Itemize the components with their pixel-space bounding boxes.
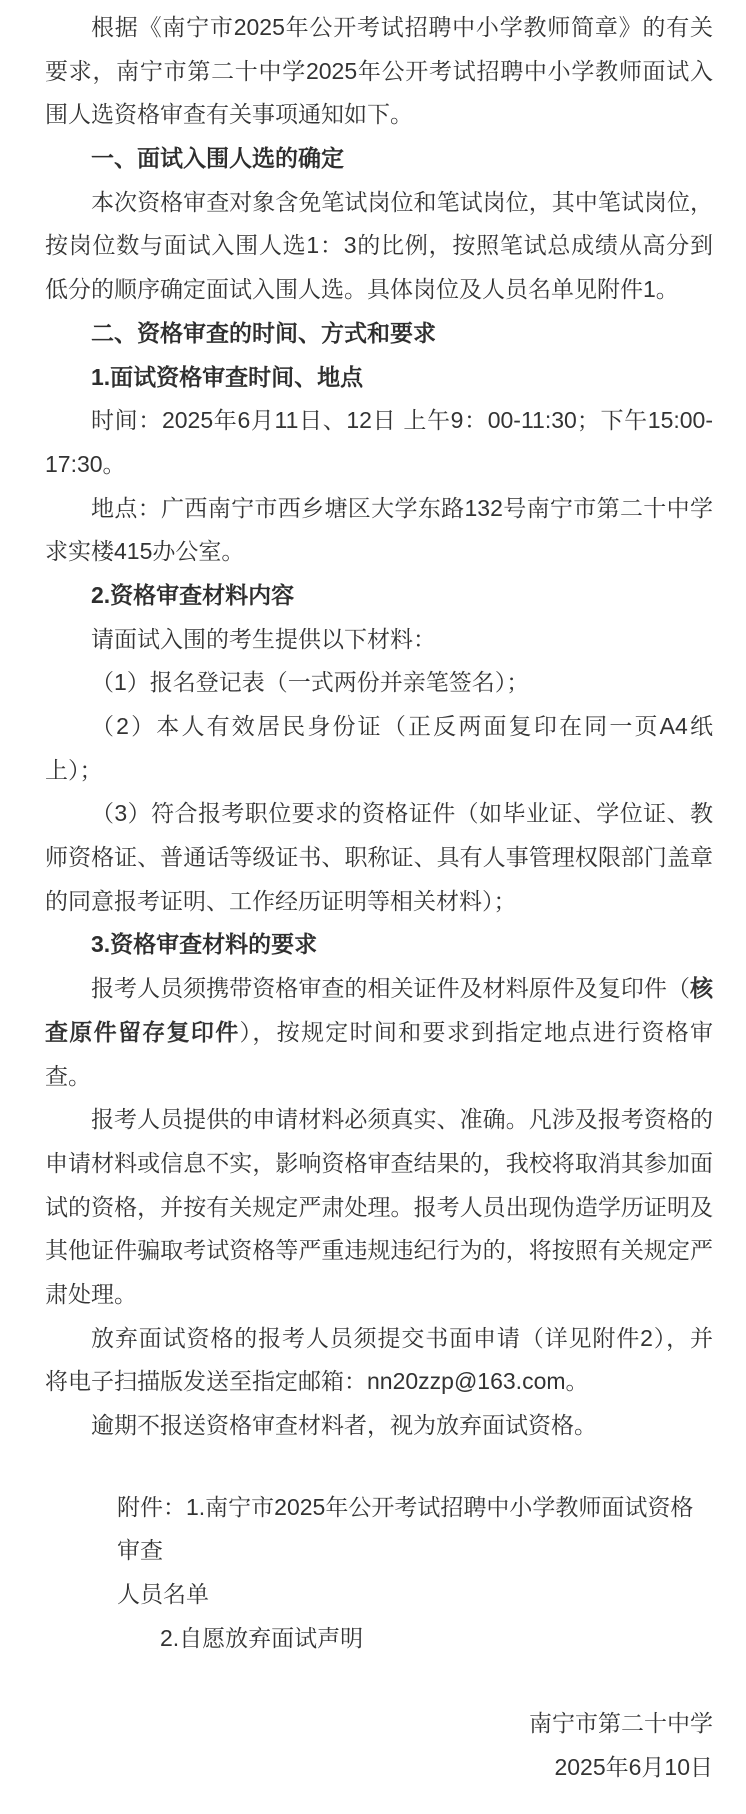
waiver-paragraph: 放弃面试资格的报考人员须提交书面申请（详见附件2），并将电子扫描版发送至指定邮箱：nn20zzp@163.com。	[45, 1324, 713, 1395]
section-1-body: 本次资格审查对象含免笔试岗位和笔试岗位，其中笔试岗位，按岗位数与面试入围人选1：3的比例，按照笔试总成绩从高分到低分的顺序确定面试入围人选。具体岗位及人员名单见附件1。	[45, 188, 713, 303]
material-item-3: （3）符合报考职位要求的资格证件（如毕业证、学位证、教师资格证、普通话等级证书、职称证、具有人事管理权限部门盖章的同意报考证明、工作经历证明等相关材料）；	[45, 800, 713, 914]
section-2-heading: 二、资格审查的时间、方式和要求	[91, 319, 436, 346]
section-1-heading: 一、面试入围人选的确定	[91, 145, 344, 172]
requirement-post: ），按规定时间和要求到指定地点进行资格审查。	[45, 1018, 714, 1089]
subsection-2-heading: 2.资格审查材料内容	[91, 581, 295, 608]
requirement-paragraph	[45, 967, 713, 1098]
attachment-line-1: 附件：1.南宁市2025年公开考试招聘中小学教师面试资格审查	[117, 1493, 694, 1564]
subsection-1-heading: 1.面试资格审查时间、地点	[91, 363, 364, 390]
material-item-2: （2）本人有效居民身份证（正反两面复印在同一页A4纸上）；	[45, 713, 713, 783]
material-item-1: （1）报名登记表（一式两份并亲笔签名）；	[91, 669, 530, 696]
overdue-paragraph: 逾期不报送资格审查材料者，视为放弃面试资格。	[91, 1412, 597, 1438]
materials-lead: 请面试入围的考生提供以下材料：	[91, 625, 436, 652]
signature-date: 2025年6月10日	[554, 1754, 713, 1781]
subsection-3-heading: 3.资格审查材料的要求	[91, 931, 318, 958]
attachments-block	[45, 1486, 713, 1661]
requirement-pre: 报考人员须携带资格审查的相关证件及材料原件及复印件（	[91, 975, 690, 1002]
time-line: 时间：2025年6月11日、12日 上午9：00-11:30；下午15:00-17:30。	[45, 407, 713, 477]
attachment-line-3: 2.自愿放弃面试声明	[160, 1624, 364, 1651]
truthfulness-paragraph: 报考人员提供的申请材料必须真实、准确。凡涉及报考资格的申请材料或信息不实，影响资格审查结果的，我校将取消其参加面试的资格，并按有关规定严肃处理。报考人员出现伪造学历证明及其他证件骗取考试资格等严重违规违纪行为的，将按照有关规定严肃处理。	[45, 1106, 713, 1307]
intro-paragraph: 根据《南宁市2025年公开考试招聘中小学教师简章》的有关要求，南宁市第二十中学2025年公开考试招聘中小学教师面试入围人选资格审查有关事项通知如下。	[45, 14, 713, 128]
attachment-line-2: 人员名单	[117, 1581, 209, 1608]
requirement-bold: 核查原件留存复印件	[45, 975, 713, 1045]
signature-block	[45, 1702, 713, 1789]
signature-org: 南宁市第二十中学	[529, 1710, 713, 1737]
place-line: 地点：广西南宁市西乡塘区大学东路132号南宁市第二十中学求实楼415办公室。	[45, 494, 713, 565]
